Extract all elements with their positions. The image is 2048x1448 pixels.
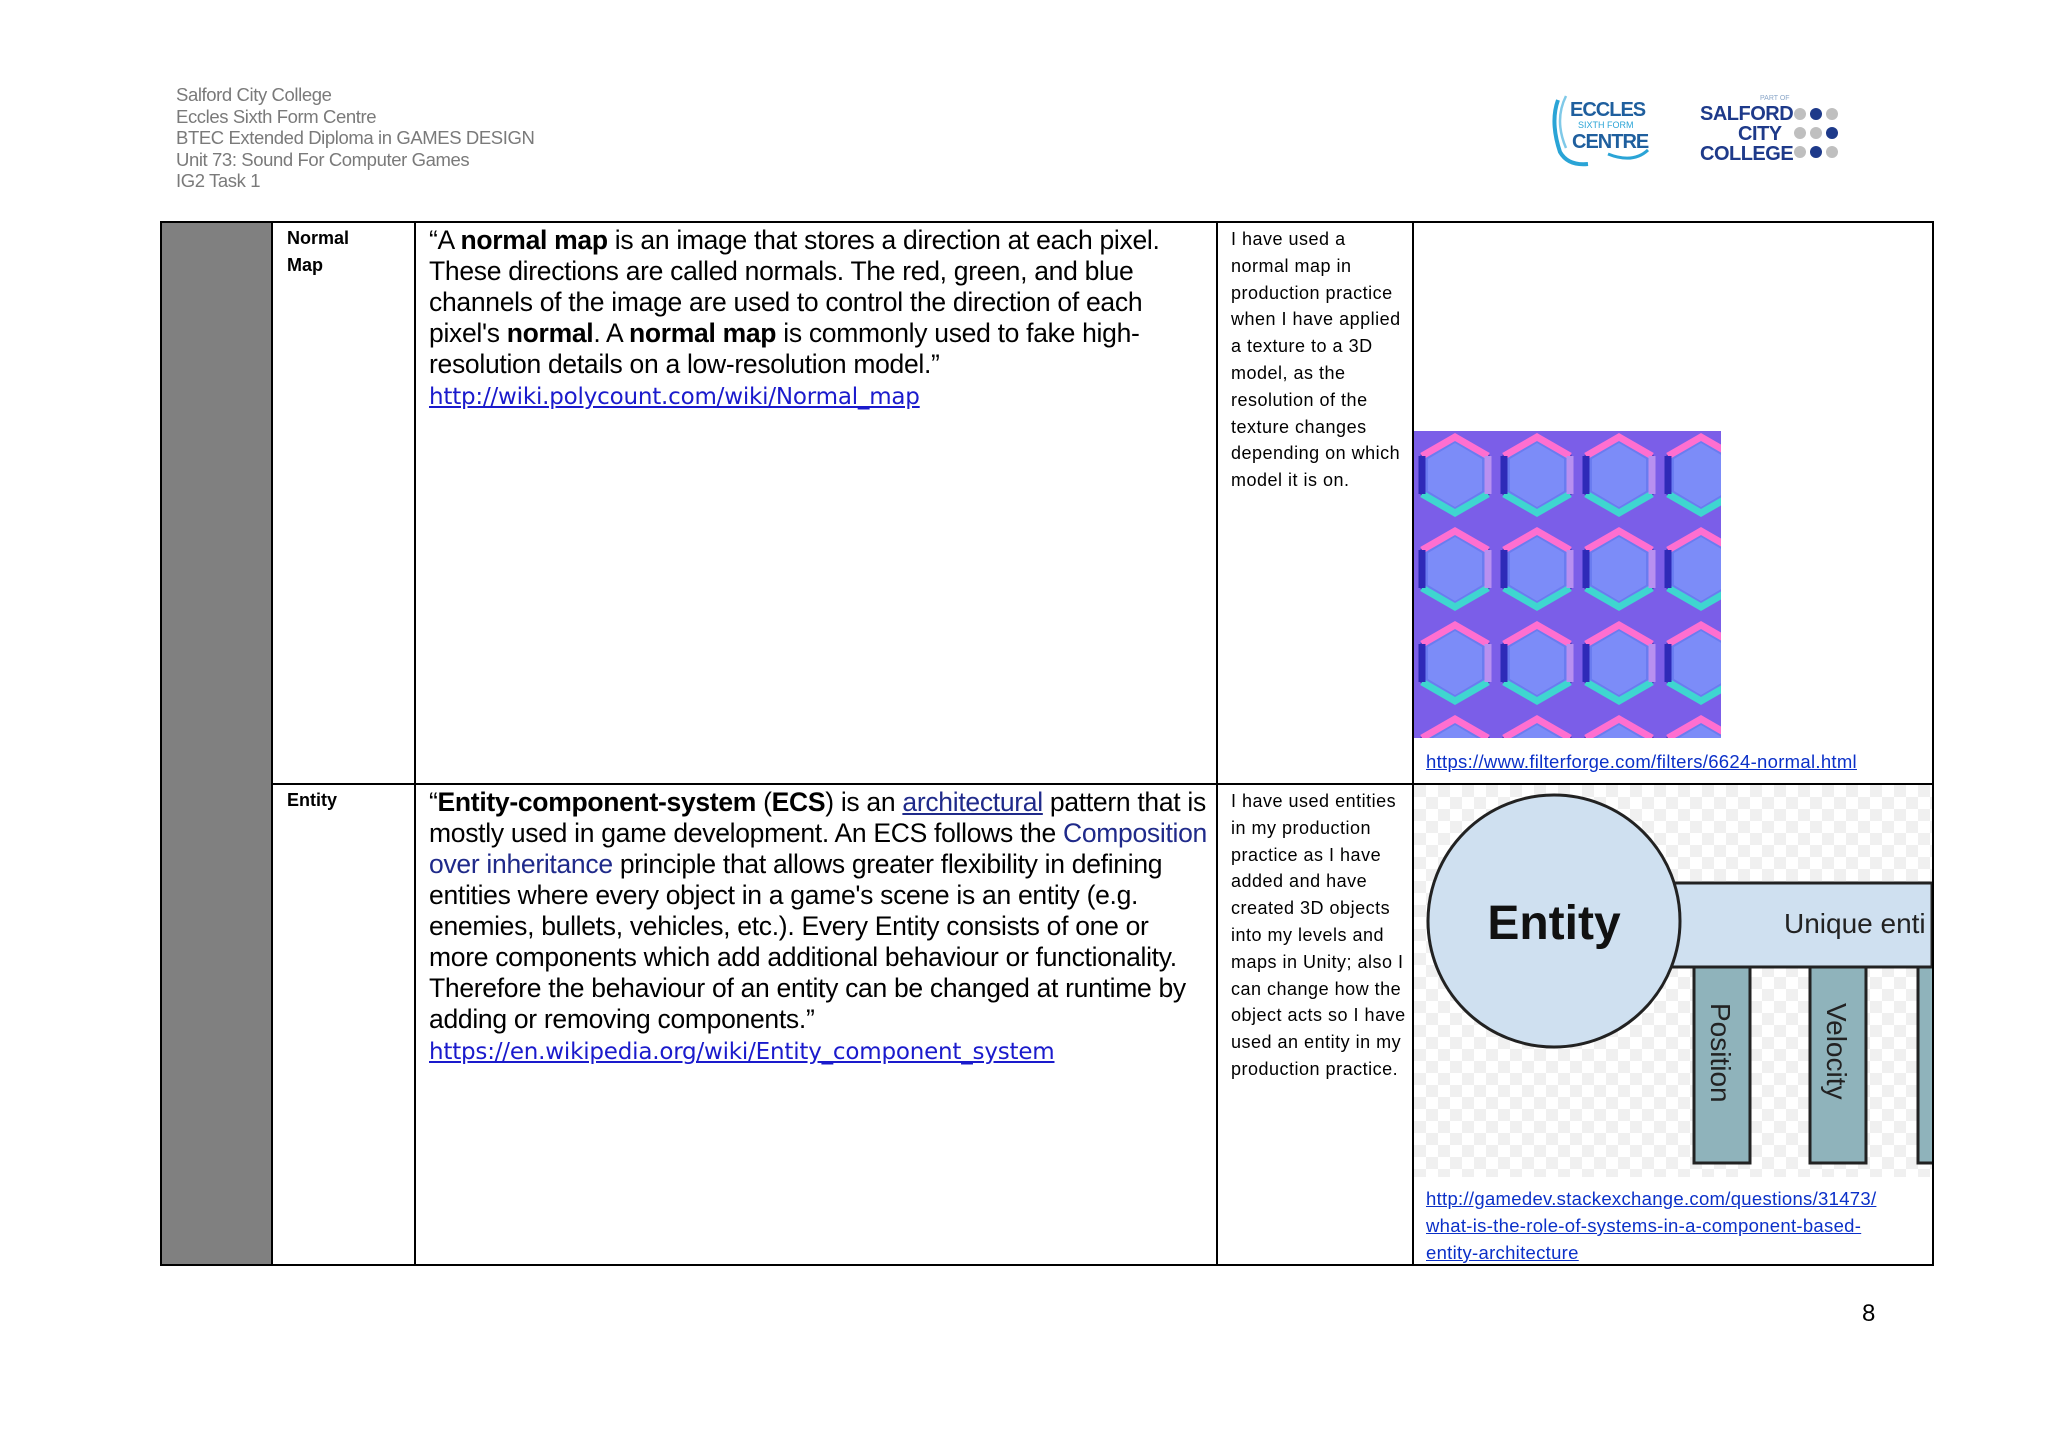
note-cell xyxy=(1217,222,1413,784)
image-source-link-gamedev[interactable] xyxy=(1426,1185,1936,1266)
source-link-line[interactable]: http://gamedev.stackexchange.com/questions/31473/ xyxy=(1426,1188,1877,1209)
diagram-entity-label: Entity xyxy=(1487,897,1621,950)
term-cell xyxy=(272,784,415,1265)
definition-bold: Entity-component-system xyxy=(437,787,757,817)
definition-text: is an image that stores a direction at each pixel. These directions are called normals. The red, green, and blue channels of the image are used to control the direction of each pixel's xyxy=(429,225,1160,348)
diagram-position-label: Position xyxy=(1705,1003,1736,1103)
svg-text:SALFORD: SALFORD xyxy=(1700,103,1794,125)
definition-text: is commonly used to fake high-resolution details on a low-resolution model.” xyxy=(429,318,1140,379)
header-course: BTEC Extended Diploma in GAMES DESIGN xyxy=(176,127,535,148)
definition-bold: normal map xyxy=(628,318,777,348)
note-text: I have used entities in my production practice as I have added and have created 3D objects into my levels and maps in Unity; also I can change how the object acts so I have used an entity in my production practice. xyxy=(1231,791,1406,1079)
term-text: Normal xyxy=(287,228,350,248)
source-link-wikipedia[interactable]: https://en.wikipedia.org/wiki/Entity_component_system xyxy=(429,1039,1055,1065)
architectural-link[interactable]: architectural xyxy=(902,787,1043,817)
definition-bold: normal map xyxy=(460,225,608,255)
normal-map-texture-image xyxy=(1414,431,1721,738)
note-cell xyxy=(1217,784,1413,1265)
gray-margin-column xyxy=(161,222,272,1265)
salford-city-college-logo xyxy=(1700,92,1860,168)
definition-bold: normal xyxy=(506,318,594,348)
term-text: Entity xyxy=(287,790,338,810)
source-link-polycount[interactable]: http://wiki.polycount.com/wiki/Normal_map xyxy=(429,384,920,410)
source-link-line[interactable]: entity-architecture xyxy=(1426,1242,1579,1263)
svg-text:SIXTH FORM: SIXTH FORM xyxy=(1578,120,1634,130)
svg-text:PART OF: PART OF xyxy=(1760,95,1790,102)
ecs-diagram xyxy=(1414,785,1932,1177)
note-text: I have used a normal map in production practice when I have applied a texture to a 3D model, as the resolution of the texture changes depending on which model it is on. xyxy=(1231,229,1401,491)
table-row xyxy=(161,784,1933,1265)
definition-text: ) is an xyxy=(825,787,903,817)
image-cell xyxy=(1413,784,1933,1265)
composition-over-inheritance-link[interactable]: Composition over inheritance xyxy=(429,818,1207,879)
term-text: Map xyxy=(287,255,323,275)
table-row xyxy=(161,222,1933,784)
header-unit: Unit 73: Sound For Computer Games xyxy=(176,148,470,170)
diagram-bar-label: Unique enti xyxy=(1784,908,1926,939)
document-header xyxy=(176,84,534,192)
definition-text: ( xyxy=(756,787,772,817)
definition-cell xyxy=(415,784,1217,1265)
term-cell xyxy=(272,222,415,784)
hexagon-normal-map xyxy=(1414,431,1721,738)
definition-bold: ECS xyxy=(771,787,826,817)
svg-text:CITY: CITY xyxy=(1738,123,1782,145)
svg-text:CENTRE: CENTRE xyxy=(1572,131,1649,153)
svg-text:ECCLES: ECCLES xyxy=(1570,99,1646,121)
svg-text:COLLEGE: COLLEGE xyxy=(1700,143,1794,165)
header-centre: Eccles Sixth Form Centre xyxy=(176,105,377,127)
diagram-velocity-label: Velocity xyxy=(1821,1003,1852,1100)
definition-text: “A xyxy=(429,225,461,255)
header-task: IG2 Task 1 xyxy=(176,170,261,191)
definition-text: “ xyxy=(429,787,438,817)
definition-text: . A xyxy=(593,318,629,348)
image-cell xyxy=(1413,222,1933,784)
definition-cell xyxy=(415,222,1217,784)
eccles-centre-logo xyxy=(1548,92,1654,168)
glossary-table xyxy=(160,221,1934,1266)
source-link-line[interactable]: what-is-the-role-of-systems-in-a-component-based- xyxy=(1426,1215,1862,1236)
header-college: Salford City College xyxy=(176,84,332,105)
page-number: 8 xyxy=(1862,1300,1876,1327)
image-source-link-filterforge[interactable]: https://www.filterforge.com/filters/6624-normal.html xyxy=(1426,751,1857,772)
definition-text: pattern that is mostly used in game development. An ECS follows the xyxy=(429,787,1206,848)
entity-diagram-image xyxy=(1414,785,1932,1177)
definition-text: principle that allows greater flexibility in defining entities where every object in a game's scene is an entity (e.g. enemies, bullets, vehicles, etc.). Every Entity consists of one or more components which add additional behaviour or functionality. Therefore the behaviour of an entity can be changed at runtime by adding or removing components.” xyxy=(429,849,1186,1034)
